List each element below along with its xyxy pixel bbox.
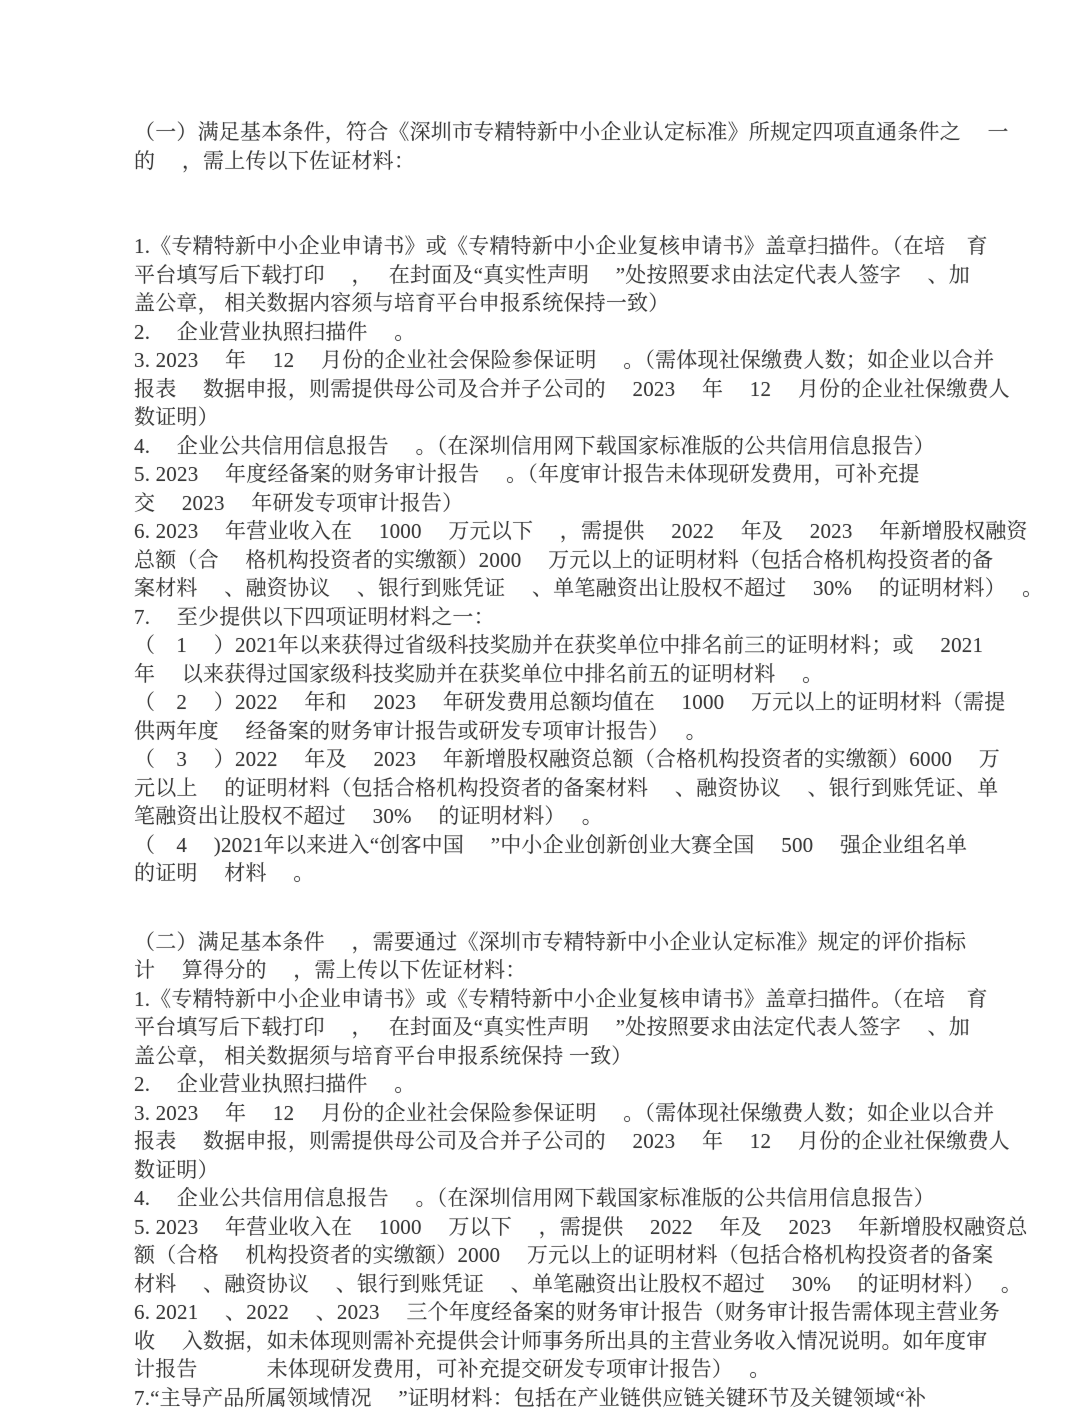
text-line: 1.《专精特新中小企业申请书》或《专精特新中小企业复核申请书》盖章扫描件。（在培 育 [134, 986, 988, 1011]
text-line: （ 1 ）2021年以来获得过省级科技奖励并在获奖单位中排名前三的证明材料；或 2021 [134, 633, 984, 657]
text-line: 数证明） [134, 1157, 219, 1182]
text-line: 4. 企业公共信用信息报告 。（在深圳信用网下载国家标准版的公共信用信息报告） [134, 433, 935, 458]
text-line: 3. 2023 年 12 月份的企业社会保险参保证明 。（需体现社保缴费人数；如企业以合并 [134, 348, 995, 372]
text-line: 平台填写后下载打印 ， 在封面及“真实性声明 ”处按照要求由法定代表人签字 、加 [134, 262, 970, 287]
section-one-items [134, 232, 1044, 888]
text-line: 计 算得分的 ，需上传以下佐证材料： [134, 958, 527, 982]
text-line: 数证明） [134, 405, 219, 429]
section-two-intro [134, 928, 994, 985]
section-one-intro [134, 118, 1009, 175]
text-line: 6. 2021 、2022 、2023 三个年度经备案的财务审计报告（财务审计报告需体现主营业务 [134, 1300, 1000, 1324]
text-line: 盖公章， 相关数据内容须与培育平台申报系统保持一致） [134, 291, 670, 315]
text-line: 盖公章， 相关数据须与培育平台申报系统保持 一致） [134, 1043, 633, 1068]
text-line: （ 4 )2021年以来进入“创客中国 ”中小企业创新创业大赛全国 500 强企业组名单 [134, 832, 968, 857]
text-line: 元以上 的证明材料（包括合格机构投资者的备案材料 、融资协议 、银行到账凭证、单 [134, 775, 999, 800]
text-line: 平台填写后下载打印 ， 在封面及“真实性声明 ”处按照要求由法定代表人签字 、加 [134, 1015, 970, 1039]
text-line: 3. 2023 年 12 月份的企业社会保险参保证明 。（需体现社保缴费人数；如企业以合并 [134, 1100, 995, 1125]
text-line: 6. 2023 年营业收入在 1000 万元以下 ，需提供 2022 年及 2023 年新增股权融资 [134, 519, 1028, 543]
text-line: 报表 数据申报，则需提供母公司及合并子公司的 2023 年 12 月份的企业社保缴费人 [134, 1129, 1010, 1153]
text-line: 4. 企业公共信用信息报告 。（在深圳信用网下载国家标准版的公共信用信息报告） [134, 1186, 935, 1210]
text-line: 2. 企业营业执照扫描件 。 [134, 1072, 416, 1096]
text-line: 收 入数据，如未体现则需补充提供会计师事务所出具的主营业务收入情况说明。如年度审 [134, 1328, 988, 1353]
text-line: 笔融资出让股权不超过 30% 的证明材料） 。 [134, 804, 603, 828]
text-line: （二）满足基本条件 ，需要通过《深圳市专精特新中小企业认定标准》规定的评价指标 [134, 929, 967, 954]
text-line: 5. 2023 年营业收入在 1000 万以下 ，需提供 2022 年及 2023 年新增股权融资总 [134, 1214, 1028, 1239]
text-line: 的证明 材料 。 [134, 861, 315, 885]
text-line: 案材料 、融资协议 、银行到账凭证 、单笔融资出让股权不超过 30% 的证明材料） 。 [134, 576, 1044, 600]
text-line: 计报告 未体现研发费用，可补充提交研发专项审计报告） 。 [134, 1357, 771, 1381]
text-line: 供两年度 经备案的财务审计报告或研发专项审计报告） 。 [134, 718, 707, 743]
text-line: （ 2 ）2022 年和 2023 年研发费用总额均值在 1000 万元以上的证明材料（需提 [134, 690, 1006, 714]
section-one [134, 118, 1044, 888]
text-line: 总额（合 格机构投资者的实缴额）2000 万元以上的证明材料（包括合格机构投资者的备 [134, 547, 994, 572]
text-line: （一）满足基本条件，符合《深圳市专精特新中小企业认定标准》所规定四项直通条件之 一 [134, 120, 1009, 144]
section-two [134, 928, 1028, 1413]
text-line: 2. 企业营业执照扫描件 。 [134, 319, 416, 344]
section-two-items [134, 985, 1028, 1413]
text-line: 交 2023 年研发专项审计报告） [134, 490, 464, 515]
text-line: 额（合格 机构投资者的实缴额）2000 万元以上的证明材料（包括合格机构投资者的备案 [134, 1243, 994, 1267]
text-line: 报表 数据申报，则需提供母公司及合并子公司的 2023 年 12 月份的企业社保缴费人 [134, 376, 1010, 401]
text-line: （ 3 ）2022 年及 2023 年新增股权融资总额（合格机构投资者的实缴额）6000 万 [134, 747, 1000, 771]
text-line: 年 以来获得过国家级科技奖励并在获奖单位中排名前五的证明材料 。 [134, 661, 824, 686]
text-line: 1.《专精特新中小企业申请书》或《专精特新中小企业复核申请书》盖章扫描件。（在培 育 [134, 234, 988, 258]
text-line: 材料 、融资协议 、银行到账凭证 、单笔融资出让股权不超过 30% 的证明材料） 。 [134, 1271, 1023, 1296]
text-line: 5. 2023 年度经备案的财务审计报告 。（年度审计报告未体现研发费用，可补充提 [134, 462, 920, 486]
text-line: 的 ，需上传以下佐证材料： [134, 148, 416, 173]
text-line: 7. 至少提供以下四项证明材料之一： [134, 604, 495, 629]
text-line: 7.“主导产品所属领域情况 ”证明材料：包括在产业链供应链关键环节及关键领域“补 [134, 1385, 927, 1410]
